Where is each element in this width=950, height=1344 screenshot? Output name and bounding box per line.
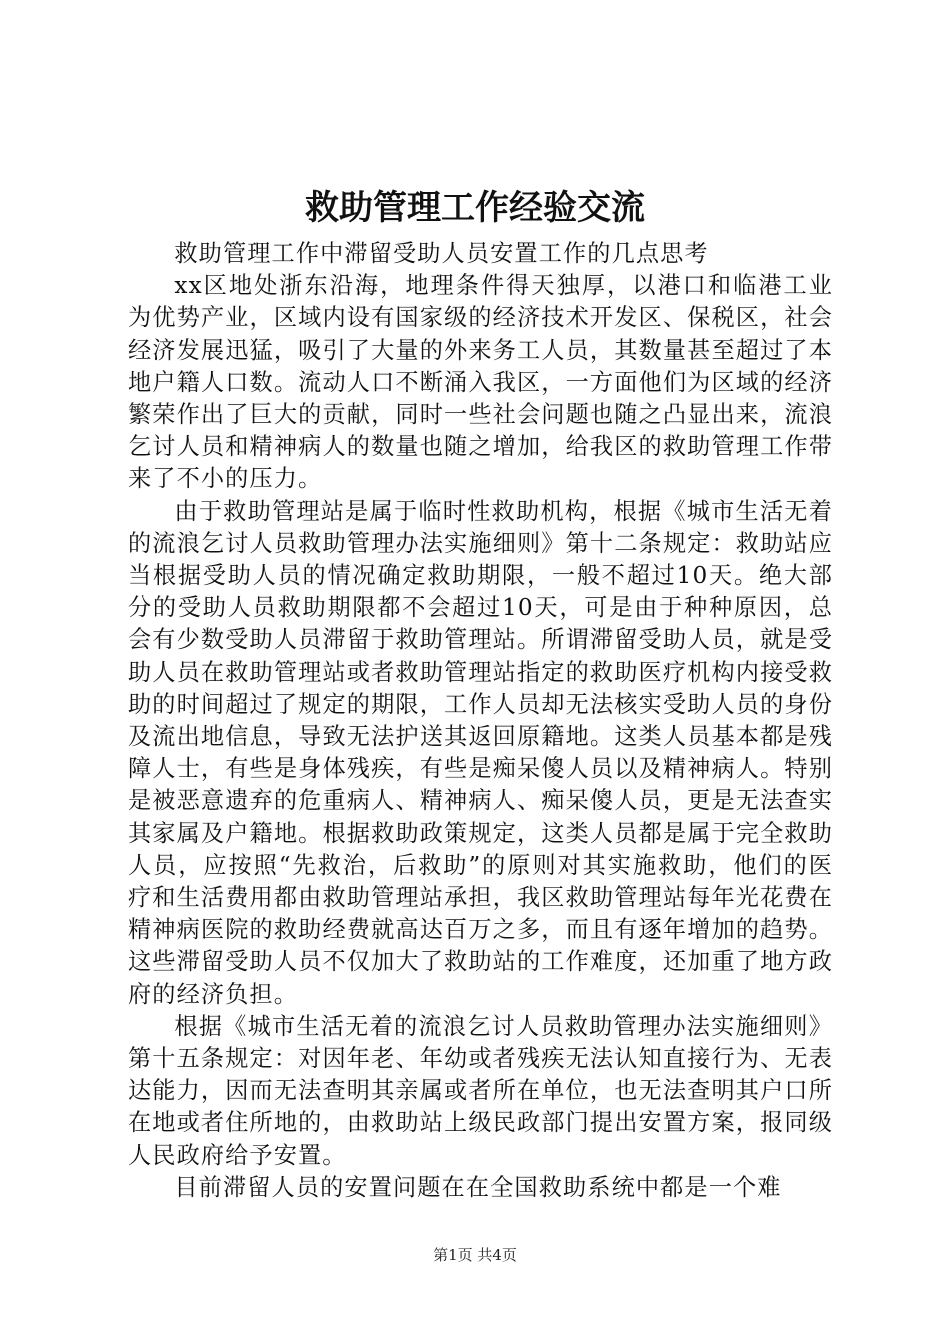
- paragraph-1: xx区地处浙东沿海，地理条件得天独厚，以港口和临港工业为优势产业，区域内设有国家级的经济技术开发区、保税区，社会经济发展迅猛，吸引了大量的外来务工人员，其数量甚至超过了本地户籍人口数。流动人口不断涌入我区，一方面他们为区域的经济繁荣作出了巨大的贡献，同时一些社会问题也随之凸显出来，流浪乞讨人员和精神病人的数量也随之增加，给我区的救助管理工作带来了不小的压力。: [128, 272, 833, 493]
- paragraph-3: 根据《城市生活无着的流浪乞讨人员救助管理办法实施细则》第十五条规定：对因年老、年幼或者残疾无法认知直接行为、无表达能力，因而无法查明其亲属或者所在单位，也无法查明其户口所在地或者住所地的，由救助站上级民政部门提出安置方案，报同级人民政府给予安置。: [128, 1012, 833, 1169]
- document-subtitle: 救助管理工作中滞留受助人员安置工作的几点思考: [174, 240, 709, 267]
- document-title: 救助管理工作经验交流: [305, 188, 645, 228]
- paragraph-2: 由于救助管理站是属于临时性救助机构，根据《城市生活无着的流浪乞讨人员救助管理办法实施细则》第十二条规定：救助站应当根据受助人员的情况确定救助期限，一般不超过10天。绝大部分的受助人员救助期限都不会超过10天，可是由于种种原因，总会有少数受助人员滞留于救助管理站。所谓滞留受助人员，就是受助人员在救助管理站或者救助管理站指定的救助医疗机构内接受救助的时间超过了规定的期限，工作人员却无法核实受助人员的身份及流出地信息，导致无法护送其返回原籍地。这类人员基本都是残障人士，有些是身体残疾，有些是痴呆傻人员以及精神病人。特别是被恶意遗弃的危重病人、精神病人、痴呆傻人员，更是无法查实其家属及户籍地。根据救助政策规定，这类人员都是属于完全救助人员，应按照“先救治，后救助”的原则对其实施救助，他们的医疗和生活费用都由救助管理站承担，我区救助管理站每年光花费在精神病医院的救助经费就高达百万之多，而且有逐年增加的趋势。这些滞留受助人员不仅加大了救助站的工作难度，还加重了地方政府的经济负担。: [128, 497, 833, 1008]
- document-body: [128, 238, 833, 1204]
- page-number-footer: 第1页 共4页: [433, 1246, 517, 1264]
- paragraph-4: 目前滞留人员的安置问题在在全国救助系统中都是一个难: [174, 1173, 782, 1201]
